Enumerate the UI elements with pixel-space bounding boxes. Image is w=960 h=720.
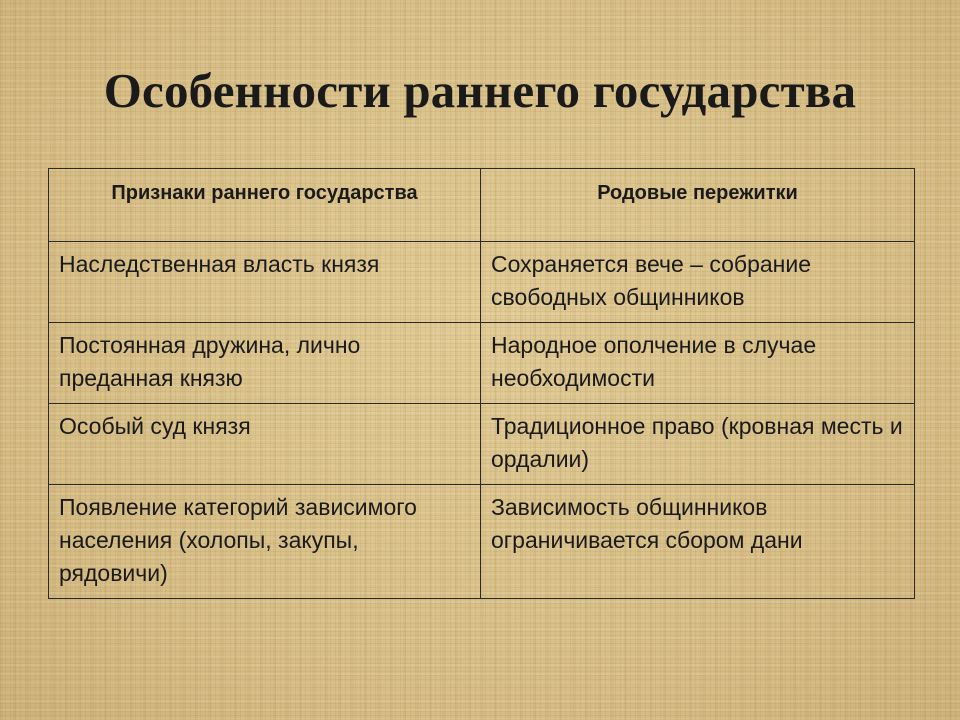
table-cell-feature: Особый суд князя [49,404,481,485]
table-cell-remnant: Зависимость общинников ограничивается сбором дани [481,485,915,599]
comparison-table [48,168,915,599]
table-cell-feature: Наследственная власть князя [49,242,481,323]
table-row [49,485,915,599]
table-cell-feature: Появление категорий зависимого населения (холопы, закупы, рядовичи) [49,485,481,599]
slide-title: Особенности раннего государства [103,63,857,118]
table-cell-remnant: Сохраняется вече – собрание свободных общинников [481,242,915,323]
table-row [49,242,915,323]
table-cell-remnant: Народное ополчение в случае необходимости [481,323,915,404]
table-cell-feature: Постоянная дружина, лично преданная князю [49,323,481,404]
table-cell-remnant: Традиционное право (кровная месть и ордалии) [481,404,915,485]
header-early-state-features: Признаки раннего государства [49,169,481,242]
header-tribal-remnants: Родовые пережитки [481,169,915,242]
table-row [49,323,915,404]
table-row [49,404,915,485]
table-header-row [49,169,915,242]
